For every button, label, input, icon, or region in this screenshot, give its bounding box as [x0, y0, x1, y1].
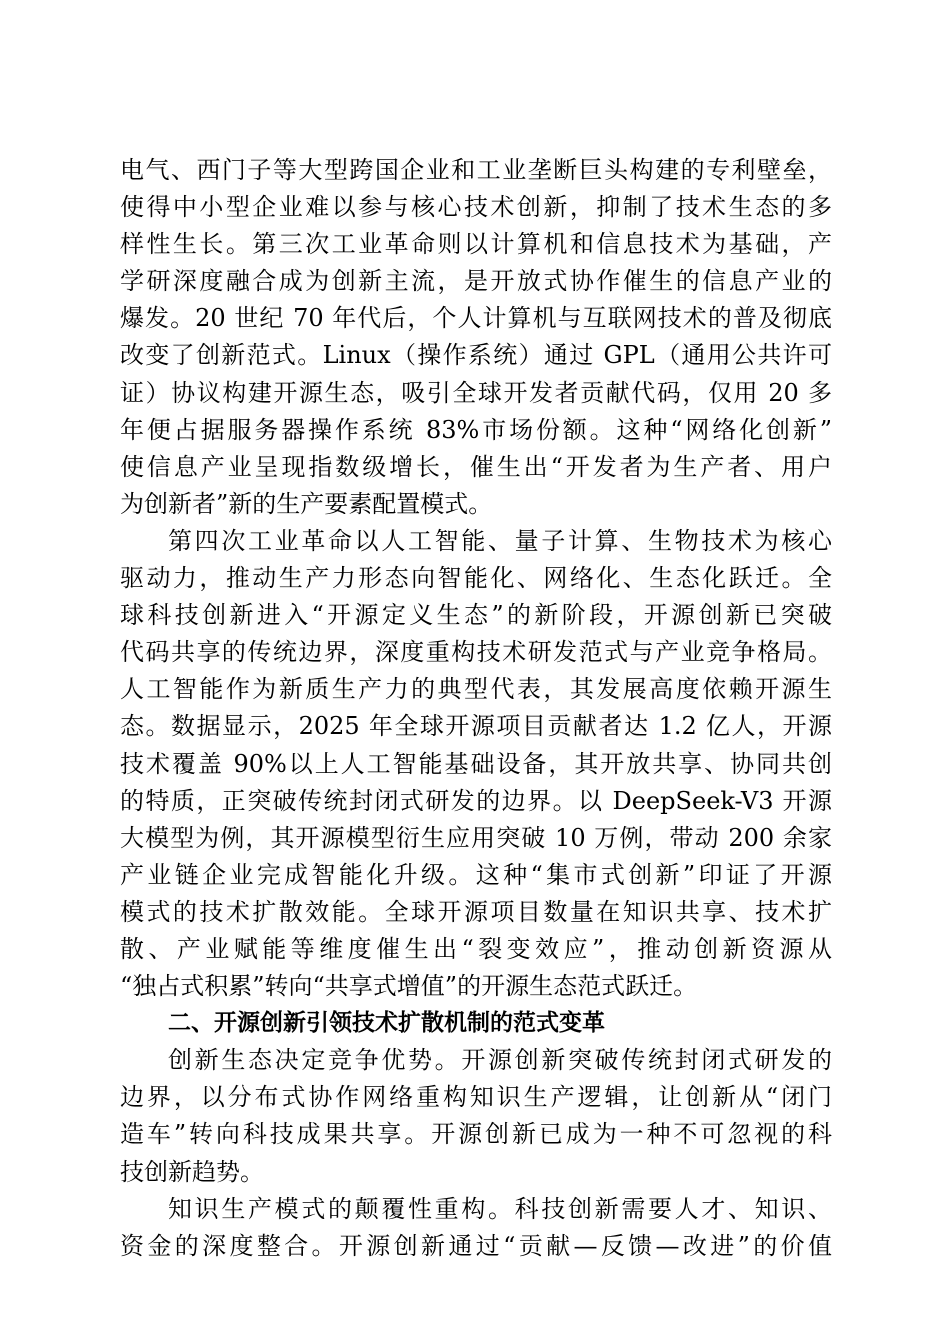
paragraph-line: 知识生产模式的颠覆性重构。科技创新需要人才、知识、 — [168, 1194, 832, 1223]
section-heading: 二、开源创新引领技术扩散机制的范式变革 — [168, 1010, 605, 1037]
paragraph-line: 散、产业赋能等维度催生出“裂变效应”，推动创新资源从 — [120, 934, 832, 963]
paragraph-line: 证）协议构建开源生态，吸引全球开发者贡献代码，仅用 20 多 — [120, 378, 832, 407]
paragraph-line: 使得中小型企业难以参与核心技术创新，抑制了技术生态的多 — [120, 193, 832, 222]
paragraph-line: 学研深度融合成为创新主流，是开放式协作催生的信息产业的 — [120, 267, 832, 296]
paragraph — [120, 523, 832, 1005]
paragraph-line: 样性生长。第三次工业革命则以计算机和信息技术为基础，产 — [120, 230, 832, 259]
document-body — [120, 152, 832, 1265]
paragraph-line: 的特质，正突破传统封闭式研发的边界。以 DeepSeek-V3 开源 — [120, 786, 832, 815]
paragraph-line: 技术覆盖 90%以上人工智能基础设备，其开放共享、协同共创 — [120, 749, 832, 778]
paragraph-line: 大模型为例，其开源模型衍生应用突破 10 万例，带动 200 余家 — [120, 823, 832, 852]
paragraph — [120, 1191, 832, 1265]
paragraph-line: 创新生态决定竞争优势。开源创新突破传统封闭式研发的 — [168, 1046, 832, 1075]
paragraph-line: 代码共享的传统边界，深度重构技术研发范式与产业竞争格局。 — [120, 638, 832, 667]
paragraph — [120, 1042, 832, 1190]
paragraph-line: 资金的深度整合。开源创新通过“贡献—反馈—改进”的价值 — [120, 1231, 832, 1260]
paragraph — [120, 152, 832, 523]
paragraph-line: 电气、西门子等大型跨国企业和工业垄断巨头构建的专利壁垒， — [120, 156, 832, 184]
paragraph-line: 产业链企业完成智能化升级。这种“集市式创新”印证了开源 — [120, 860, 832, 889]
paragraph-line: 年便占据服务器操作系统 83%市场份额。这种“网络化创新” — [120, 415, 832, 444]
paragraph-line: 模式的技术扩散效能。全球开源项目数量在知识共享、技术扩 — [120, 897, 832, 926]
paragraph-line: 球科技创新进入“开源定义生态”的新阶段，开源创新已突破 — [120, 601, 832, 630]
paragraph-line: 驱动力，推动生产力形态向智能化、网络化、生态化跃迁。全 — [120, 564, 832, 593]
paragraph-line: 爆发。20 世纪 70 年代后，个人计算机与互联网技术的普及彻底 — [120, 304, 832, 333]
paragraph-line: 改变了创新范式。Linux（操作系统）通过 GPL（通用公共许可 — [120, 341, 832, 370]
paragraph-line: 第四次工业革命以人工智能、量子计算、生物技术为核心 — [168, 526, 832, 555]
paragraph-line: 态。数据显示，2025 年全球开源项目贡献者达 1.2 亿人，开源 — [120, 712, 832, 741]
paragraph-line: 边界，以分布式协作网络重构知识生产逻辑，让创新从“闭门 — [120, 1083, 832, 1112]
paragraph-line: “独占式积累”转向“共享式增值”的开源生态范式跃迁。 — [120, 972, 698, 1001]
paragraph-line: 为创新者”新的生产要素配置模式。 — [120, 489, 493, 518]
paragraph-line: 造车”转向科技成果共享。开源创新已成为一种不可忽视的科 — [120, 1120, 832, 1149]
paragraph-line: 使信息产业呈现指数级增长，催生出“开发者为生产者、用户 — [120, 452, 832, 481]
paragraph-line: 技创新趋势。 — [120, 1157, 264, 1186]
paragraph-line: 人工智能作为新质生产力的典型代表，其发展高度依赖开源生 — [120, 675, 832, 704]
